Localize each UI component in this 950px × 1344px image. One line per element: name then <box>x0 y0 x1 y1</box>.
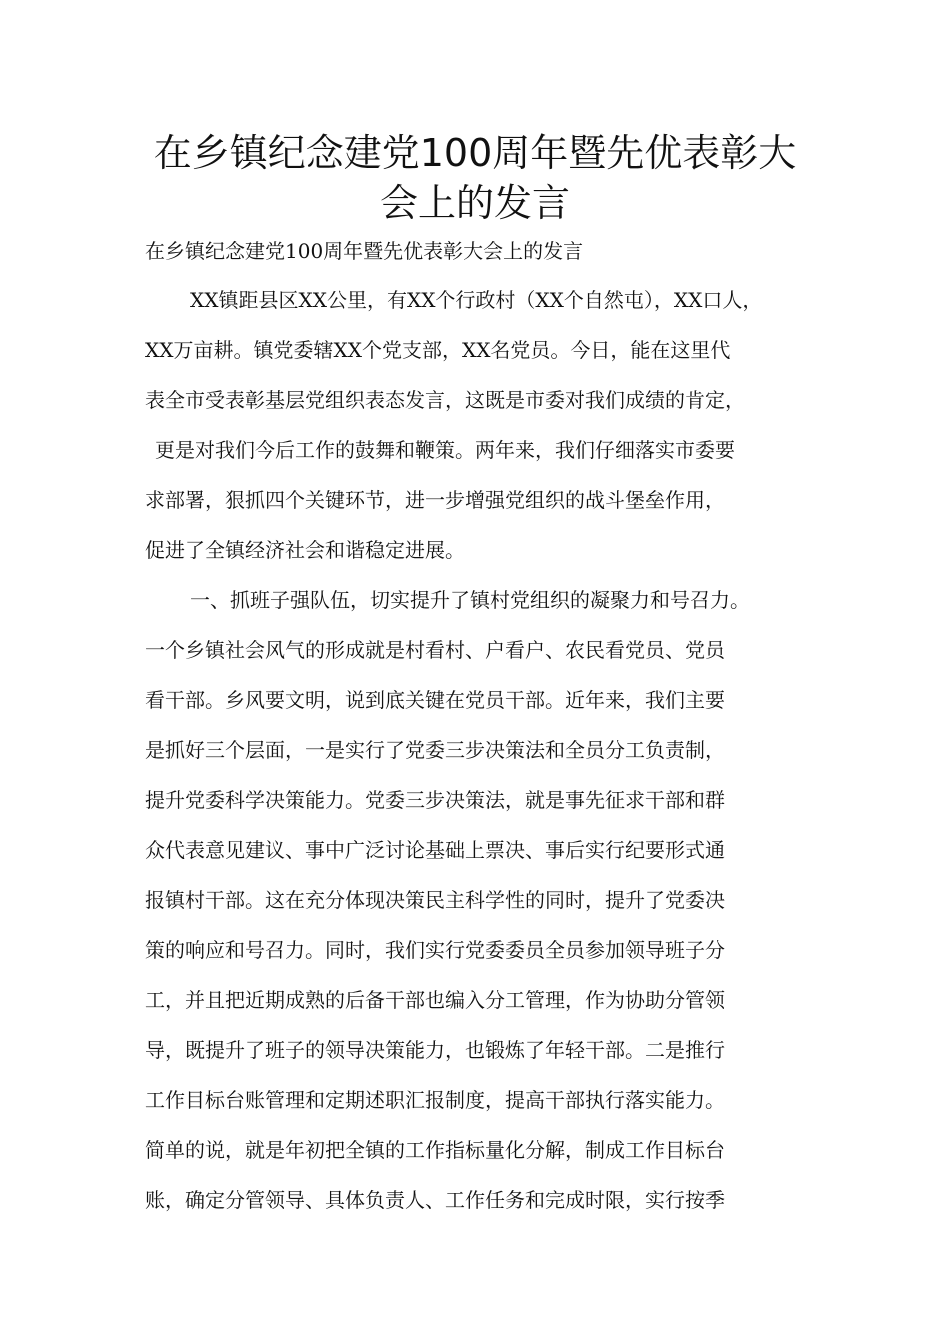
title-line-1: 在乡镇纪念建党100周年暨先优表彰大 <box>153 131 797 175</box>
body-line: 求部署，狠抓四个关键环节，进一步增强党组织的战斗堡垒作用， <box>145 488 725 512</box>
body-line: 众代表意见建议、事中广泛讨论基础上票决、事后实行纪要形式通 <box>145 838 725 862</box>
body-line: 看干部。乡风要文明，说到底关键在党员干部。近年来，我们主要 <box>145 688 725 712</box>
body-line: 是抓好三个层面，一是实行了党委三步决策法和全员分工负责制， <box>145 738 725 762</box>
body-line: 导，既提升了班子的领导决策能力，也锻炼了年轻干部。二是推行 <box>145 1038 725 1062</box>
body-line: 工，并且把近期成熟的后备干部也编入分工管理，作为协助分管领 <box>145 988 725 1012</box>
body-line: XX万亩耕。镇党委辖XX个党支部，XX名党员。今日，能在这里代 <box>145 338 731 362</box>
body-line: XX镇距县区XX公里，有XX个行政村（XX个自然屯），XX口人， <box>190 288 763 312</box>
body-line: 策的响应和号召力。同时，我们实行党委委员全员参加领导班子分 <box>145 938 725 962</box>
body-line: 一个乡镇社会风气的形成就是村看村、户看户、农民看党员、党员 <box>145 638 725 662</box>
body-line: 账，确定分管领导、具体负责人、工作任务和完成时限，实行按季 <box>145 1188 725 1212</box>
body-line: 工作目标台账管理和定期述职汇报制度，提高干部执行落实能力。 <box>145 1088 725 1112</box>
body-line: 促进了全镇经济社会和谐稳定进展。 <box>145 538 465 562</box>
body-line: 更是对我们今后工作的鼓舞和鞭策。两年来，我们仔细落实市委要 <box>155 438 735 462</box>
body-line: 简单的说，就是年初把全镇的工作指标量化分解，制成工作目标台 <box>145 1138 725 1162</box>
body-line: 一、抓班子强队伍，切实提升了镇村党组织的凝聚力和号召力。 <box>190 588 750 612</box>
document-subtitle: 在乡镇纪念建党100周年暨先优表彰大会上的发言 <box>145 239 584 263</box>
body-line: 表全市受表彰基层党组织表态发言，这既是市委对我们成绩的肯定， <box>145 388 745 412</box>
body-line: 提升党委科学决策能力。党委三步决策法，就是事先征求干部和群 <box>145 788 725 812</box>
body-line: 报镇村干部。这在充分体现决策民主科学性的同时，提升了党委决 <box>145 888 725 912</box>
title-line-2: 会上的发言 <box>379 181 570 225</box>
